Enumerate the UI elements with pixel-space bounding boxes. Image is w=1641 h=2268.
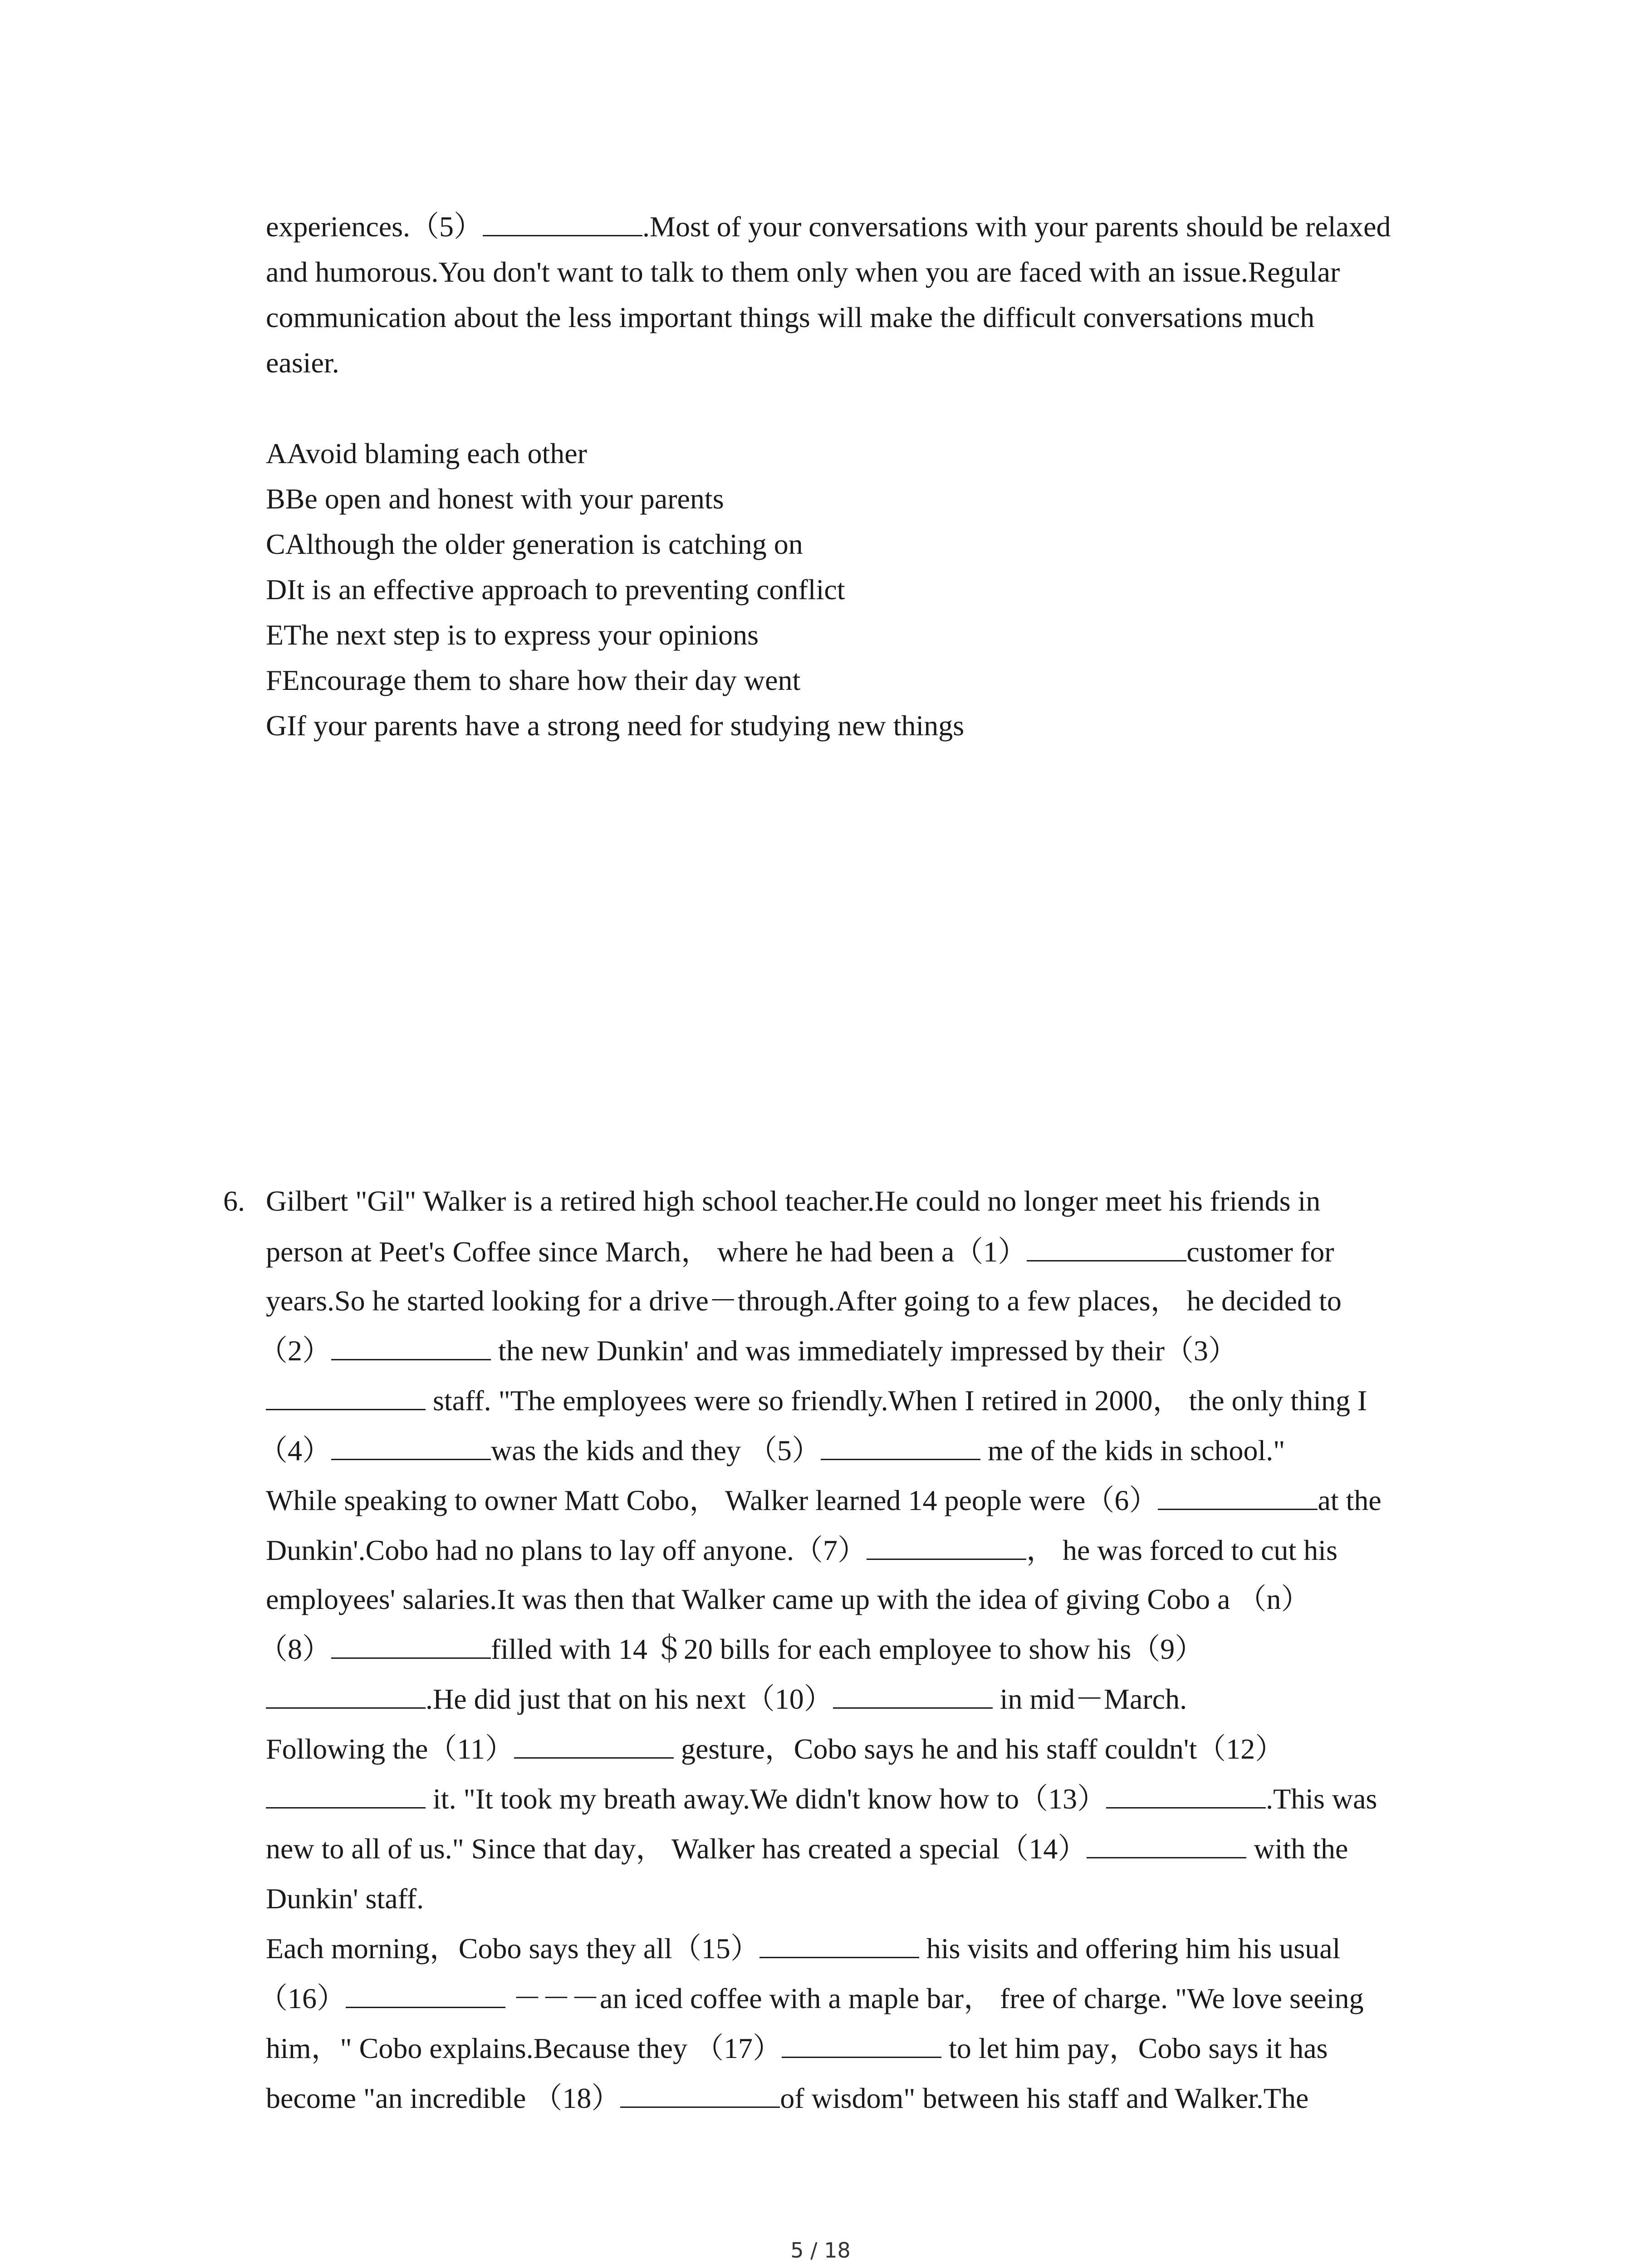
passage-line bbox=[266, 1934, 1340, 1963]
text-segment: Dunkin' staff. bbox=[266, 1882, 424, 1915]
text-segment: （4） bbox=[259, 1434, 331, 1466]
text-segment: new to all of us." Since that day， Walker has created a special（14） bbox=[266, 1833, 1087, 1865]
text-segment: of wisdom" between his staff and Walker.The bbox=[780, 2082, 1309, 2114]
answer-blank[interactable] bbox=[331, 1436, 491, 1460]
option-g bbox=[266, 711, 964, 740]
option-letter: E bbox=[266, 619, 284, 651]
text-segment: （2） bbox=[259, 1334, 331, 1367]
text-segment: it. "It took my breath away.We didn't know how to（13） bbox=[426, 1783, 1107, 1815]
text-segment: was the kids and they （5） bbox=[491, 1434, 821, 1466]
text-segment: Following the（11） bbox=[266, 1733, 514, 1765]
option-f bbox=[266, 666, 800, 695]
option-letter: G bbox=[266, 709, 287, 742]
text-segment: the new Dunkin' and was immediately impressed by their（3） bbox=[491, 1334, 1237, 1367]
option-e bbox=[266, 621, 759, 650]
passage-line bbox=[266, 1784, 1377, 1813]
passage-line bbox=[266, 2034, 1328, 2063]
question-number: 6. bbox=[223, 1185, 245, 1217]
option-c bbox=[266, 530, 803, 559]
text-segment: Dunkin'.Cobo had no plans to lay off anyone.（7） bbox=[266, 1534, 867, 1566]
answer-blank[interactable] bbox=[1106, 1784, 1266, 1809]
passage-line bbox=[259, 1984, 1364, 2013]
passage-line bbox=[266, 1685, 1187, 1714]
answer-blank[interactable] bbox=[483, 212, 642, 236]
answer-blank[interactable] bbox=[266, 1784, 426, 1809]
text-segment: customer for bbox=[1186, 1236, 1334, 1268]
text-segment: .Most of your conversations with your parents should be relaxed bbox=[642, 210, 1391, 243]
answer-blank[interactable] bbox=[266, 1685, 426, 1709]
passage-line bbox=[266, 1884, 424, 1913]
answer-blank[interactable] bbox=[331, 1336, 491, 1360]
passage-line bbox=[266, 1237, 1334, 1266]
text-segment: gesture，Cobo says he and his staff couldn't（12） bbox=[673, 1733, 1284, 1765]
answer-blank[interactable] bbox=[1027, 1237, 1186, 1261]
text-segment: his visits and offering him his usual bbox=[919, 1932, 1341, 1965]
passage-line bbox=[266, 1834, 1348, 1863]
passage-line bbox=[266, 348, 339, 377]
passage-line bbox=[259, 1635, 1204, 1664]
text-segment: staff. "The employees were so friendly.When I retired in 2000， the only thing I bbox=[426, 1384, 1367, 1417]
text-segment: －－－an iced coffee with a maple bar， free of charge. "We love seeing bbox=[505, 1982, 1364, 2014]
option-text: It is an effective approach to preventing conflict bbox=[287, 573, 845, 606]
answer-blank[interactable] bbox=[833, 1685, 993, 1709]
option-d bbox=[266, 575, 845, 604]
text-segment: and humorous.You don't want to talk to them only when you are faced with an issue.Regular bbox=[266, 256, 1340, 288]
passage-line bbox=[259, 1436, 1285, 1465]
option-letter: F bbox=[266, 664, 282, 696]
text-segment: Gilbert "Gil" Walker is a retired high school teacher.He could no longer meet his friends in bbox=[266, 1185, 1321, 1217]
answer-blank[interactable] bbox=[782, 2034, 941, 2058]
option-letter: D bbox=[266, 573, 287, 606]
passage-line bbox=[266, 258, 1340, 287]
answer-blank[interactable] bbox=[266, 1386, 426, 1410]
option-text: Be open and honest with your parents bbox=[285, 483, 724, 515]
text-segment: years.So he started looking for a drive－through.After going to a few places， he decided to bbox=[266, 1285, 1342, 1317]
passage-line bbox=[266, 1386, 1367, 1415]
answer-blank[interactable] bbox=[346, 1984, 505, 2008]
option-text: The next step is to express your opinions bbox=[284, 619, 759, 651]
text-segment: with the bbox=[1246, 1833, 1348, 1865]
passage-line bbox=[266, 2084, 1308, 2113]
option-b bbox=[266, 484, 724, 513]
passage-line bbox=[266, 1735, 1284, 1764]
text-segment: While speaking to owner Matt Cobo， Walker learned 14 people were（6） bbox=[266, 1484, 1158, 1516]
option-text: Encourage them to share how their day went bbox=[282, 664, 801, 696]
text-segment: him，" Cobo explains.Because they （17） bbox=[266, 2032, 782, 2064]
text-segment: employees' salaries.It was then that Walker came up with the idea of giving Cobo a （n） bbox=[266, 1583, 1310, 1615]
passage-line bbox=[266, 1187, 1320, 1216]
answer-blank[interactable] bbox=[1087, 1834, 1246, 1858]
passage-line bbox=[266, 1486, 1381, 1515]
passage-line bbox=[266, 1536, 1337, 1565]
text-segment: to let him pay，Cobo says it has bbox=[941, 2032, 1328, 2064]
option-a bbox=[266, 439, 587, 468]
answer-blank[interactable] bbox=[867, 1536, 1026, 1560]
answer-blank[interactable] bbox=[1158, 1486, 1318, 1510]
answer-blank[interactable] bbox=[620, 2084, 780, 2108]
text-segment: easier. bbox=[266, 347, 339, 379]
text-segment: communication about the less important things will make the difficult conversations much bbox=[266, 301, 1315, 333]
text-segment: Each morning，Cobo says they all（15） bbox=[266, 1932, 759, 1965]
text-segment: experiences.（5） bbox=[266, 210, 483, 243]
text-segment: become "an incredible （18） bbox=[266, 2082, 621, 2114]
text-segment: at the bbox=[1318, 1484, 1381, 1516]
answer-blank[interactable] bbox=[514, 1735, 674, 1759]
text-segment: .This was bbox=[1266, 1783, 1377, 1815]
text-segment: .He did just that on his next（10） bbox=[426, 1683, 833, 1715]
option-letter: B bbox=[266, 483, 285, 515]
text-segment: ， he was forced to cut his bbox=[1026, 1534, 1337, 1566]
option-text: If your parents have a strong need for studying new things bbox=[287, 709, 965, 742]
answer-blank[interactable] bbox=[821, 1436, 980, 1460]
option-letter: A bbox=[266, 437, 287, 469]
option-text: Avoid blaming each other bbox=[287, 437, 587, 469]
text-segment: me of the kids in school." bbox=[980, 1434, 1285, 1466]
answer-blank[interactable] bbox=[759, 1934, 919, 1958]
text-segment: （8） bbox=[259, 1633, 331, 1665]
text-segment: in mid－March. bbox=[992, 1683, 1187, 1715]
text-segment: （16） bbox=[259, 1982, 346, 2014]
text-segment: filled with 14 ＄20 bills for each employee to show his（9） bbox=[491, 1633, 1204, 1665]
passage-line bbox=[266, 1286, 1342, 1315]
option-letter: C bbox=[266, 528, 285, 560]
passage-line bbox=[266, 212, 1391, 241]
answer-blank[interactable] bbox=[331, 1635, 491, 1659]
text-segment: person at Peet's Coffee since March， where he had been a（1） bbox=[266, 1236, 1027, 1268]
page-indicator: 5 / 18 bbox=[790, 2238, 851, 2263]
passage-line bbox=[266, 303, 1314, 332]
passage-line bbox=[266, 1585, 1310, 1614]
passage-line bbox=[259, 1336, 1237, 1365]
option-text: Although the older generation is catching on bbox=[285, 528, 803, 560]
